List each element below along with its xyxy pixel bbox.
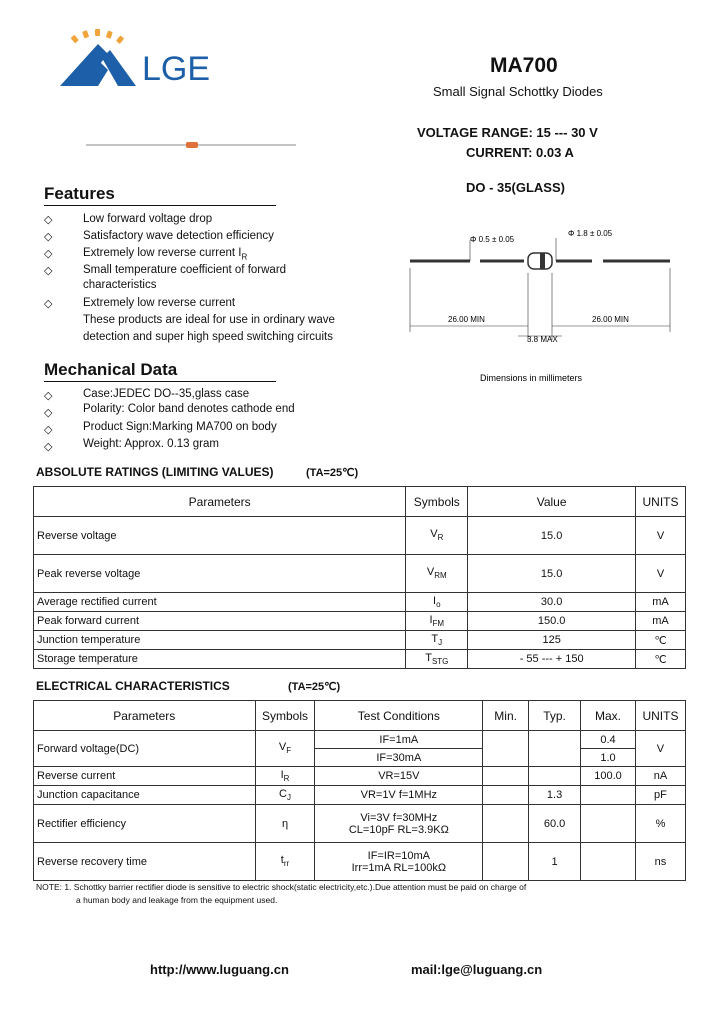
value-cell: 30.0 (468, 593, 636, 612)
min-cell (483, 767, 529, 786)
param-cell: Peak reverse voltage (34, 555, 406, 593)
bullet-diamond-icon: ◇ (44, 214, 53, 226)
table-row (34, 593, 686, 612)
value-cell: - 55 --- + 150 (468, 650, 636, 669)
unit-cell: nA (635, 767, 685, 786)
subtitle: Small Signal Schottky Diodes (433, 84, 603, 99)
max-cell: 100.0 (581, 767, 636, 786)
typ-cell: 1.3 (529, 786, 581, 805)
col-header: Value (468, 487, 636, 517)
symbol-cell: $V_R$ (406, 517, 468, 555)
value-cell: 15.0 (468, 555, 636, 593)
company-logo (58, 28, 238, 92)
unit-cell: mA (635, 612, 685, 631)
table-row (34, 517, 686, 555)
unit-cell: % (635, 805, 685, 843)
param-cell: Junction capacitance (34, 786, 256, 805)
typ-cell: 60.0 (529, 805, 581, 843)
symbol-cell: $V_F$ (255, 731, 315, 767)
col-header: UNITS (635, 487, 685, 517)
condition-cell: VR=1V f=1MHz (315, 786, 483, 805)
min-cell (483, 805, 529, 843)
diagram-caption: Dimensions in millimeters (480, 373, 583, 383)
min-cell (483, 786, 529, 805)
part-number: MA700 (490, 54, 558, 77)
feature-item: Satisfactory wave detection efficiency (83, 230, 274, 242)
note-line: NOTE: 1. Schottky barrier rectifier diode is sensitive to electric shock(static electricity,etc.).Due attention must be paid on charge of (36, 882, 527, 892)
value-cell: 15.0 (468, 517, 636, 555)
symbol-cell: $C_J$ (255, 786, 315, 805)
param-cell: Reverse recovery time (34, 843, 256, 881)
mechanical-item: Weight: Approx. 0.13 gram (83, 438, 219, 450)
mechanical-title: Mechanical Data (44, 360, 276, 382)
param-cell: Peak forward current (34, 612, 406, 631)
min-cell (483, 731, 529, 767)
unit-cell: V (635, 731, 685, 767)
condition-cell: IF=1mA (315, 731, 483, 749)
param-cell: Forward voltage(DC) (34, 731, 256, 767)
col-header: Max. (581, 701, 636, 731)
bullet-diamond-icon: ◇ (44, 265, 53, 277)
unit-cell: ℃ (635, 631, 685, 650)
note-line: a human body and leakage from the equipment used. (76, 895, 278, 905)
feature-item: Small temperature coefficient of forward (83, 264, 287, 276)
min-cell (483, 843, 529, 881)
bullet-diamond-icon: ◇ (44, 390, 53, 402)
package-diagram (400, 228, 680, 388)
feature-item: Extremely low reverse current (83, 297, 236, 309)
feature-item: detection and super high speed switching circuits (83, 331, 333, 343)
website-link[interactable]: http://www.luguang.cn (150, 962, 289, 977)
abs-ratings-table (33, 486, 686, 669)
symbol-cell: $I_o$ (406, 593, 468, 612)
table-row (34, 631, 686, 650)
bullet-diamond-icon: ◇ (44, 231, 53, 243)
condition-cell: Vi=3V f=30MHz CL=10pF RL=3.9KΩ (315, 805, 483, 843)
features-title: Features (44, 184, 276, 206)
param-cell: Reverse voltage (34, 517, 406, 555)
col-header: Min. (483, 701, 529, 731)
condition-cell: VR=15V (315, 767, 483, 786)
param-cell: Rectifier efficiency (34, 805, 256, 843)
voltage-range: VOLTAGE RANGE: 15 --- 30 V (417, 125, 598, 140)
table-row (34, 555, 686, 593)
right-lead-length: 26.00 MIN (592, 315, 629, 324)
condition-cell: IF=30mA (315, 749, 483, 767)
typ-cell (529, 767, 581, 786)
feature-item: These products are ideal for use in ordinary wave (83, 314, 335, 326)
unit-cell: V (635, 555, 685, 593)
body-length: 3.8 MAX (527, 335, 558, 344)
param-cell: Storage temperature (34, 650, 406, 669)
col-header: Typ. (529, 701, 581, 731)
param-cell: Junction temperature (34, 631, 406, 650)
typ-cell (529, 731, 581, 767)
unit-cell: ℃ (635, 650, 685, 669)
typ-cell: 1 (529, 843, 581, 881)
abs-ratings-condition: (TA=25℃) (306, 467, 359, 479)
unit-cell: V (635, 517, 685, 555)
max-cell (581, 843, 636, 881)
param-cell: Reverse current (34, 767, 256, 786)
body-diameter: Φ 1.8 ± 0.05 (568, 229, 613, 238)
symbol-cell: $T_{STG}$ (406, 650, 468, 669)
unit-cell: ns (635, 843, 685, 881)
symbol-cell: $t_{rr}$ (255, 843, 315, 881)
left-lead-length: 26.00 MIN (448, 315, 485, 324)
condition-cell: IF=IR=10mA Irr=1mA RL=100kΩ (315, 843, 483, 881)
max-cell: 1.0 (581, 749, 636, 767)
diode-photo (86, 138, 296, 152)
bullet-diamond-icon: ◇ (44, 298, 53, 310)
bullet-diamond-icon: ◇ (44, 407, 53, 419)
param-cell: Average rectified current (34, 593, 406, 612)
col-header: Symbols (255, 701, 315, 731)
lead-diameter: Φ 0.5 ± 0.05 (470, 235, 515, 244)
mechanical-item: Polarity: Color band denotes cathode end (83, 403, 295, 415)
table-row (34, 843, 686, 881)
elec-title: ELECTRICAL CHARACTERISTICS (36, 679, 230, 693)
symbol-cell: $T_J$ (406, 631, 468, 650)
unit-cell: mA (635, 593, 685, 612)
current-rating: CURRENT: 0.03 A (466, 145, 574, 160)
max-cell (581, 786, 636, 805)
bullet-diamond-icon: ◇ (44, 248, 53, 260)
email-link[interactable]: mail:lge@luguang.cn (411, 962, 543, 977)
table-row (34, 805, 686, 843)
value-cell: 150.0 (468, 612, 636, 631)
feature-item: characteristics (83, 279, 157, 291)
bullet-diamond-icon: ◇ (44, 441, 53, 453)
table-row (34, 650, 686, 669)
col-header: Parameters (34, 701, 256, 731)
max-cell (581, 805, 636, 843)
abs-ratings-title: ABSOLUTE RATINGS (LIMITING VALUES) (36, 465, 274, 479)
col-header: UNITS (635, 701, 685, 731)
table-row (34, 612, 686, 631)
feature-item: Low forward voltage drop (83, 213, 213, 225)
table-row (34, 731, 686, 749)
col-header: Symbols (406, 487, 468, 517)
table-header-row (34, 487, 686, 517)
symbol-cell: $I_R$ (255, 767, 315, 786)
feature-item: Extremely low reverse current $I_R$ (83, 247, 248, 262)
unit-cell: pF (635, 786, 685, 805)
symbol-cell: η (255, 805, 315, 843)
brand-name: LGE (142, 50, 211, 88)
mechanical-item: Case:JEDEC DO--35,glass case (83, 388, 250, 400)
bullet-diamond-icon: ◇ (44, 424, 53, 436)
symbol-cell: $V_{RM}$ (406, 555, 468, 593)
package-type: DO - 35(GLASS) (466, 180, 565, 195)
col-header: Test Conditions (315, 701, 483, 731)
symbol-cell: $I_{FM}$ (406, 612, 468, 631)
value-cell: 125 (468, 631, 636, 650)
table-row (34, 767, 686, 786)
table-header-row (34, 701, 686, 731)
elec-table (33, 700, 686, 881)
col-header: Parameters (34, 487, 406, 517)
mechanical-item: Product Sign:Marking MA700 on body (83, 421, 277, 433)
elec-condition: (TA=25℃) (288, 681, 341, 693)
max-cell: 0.4 (581, 731, 636, 749)
table-row (34, 786, 686, 805)
